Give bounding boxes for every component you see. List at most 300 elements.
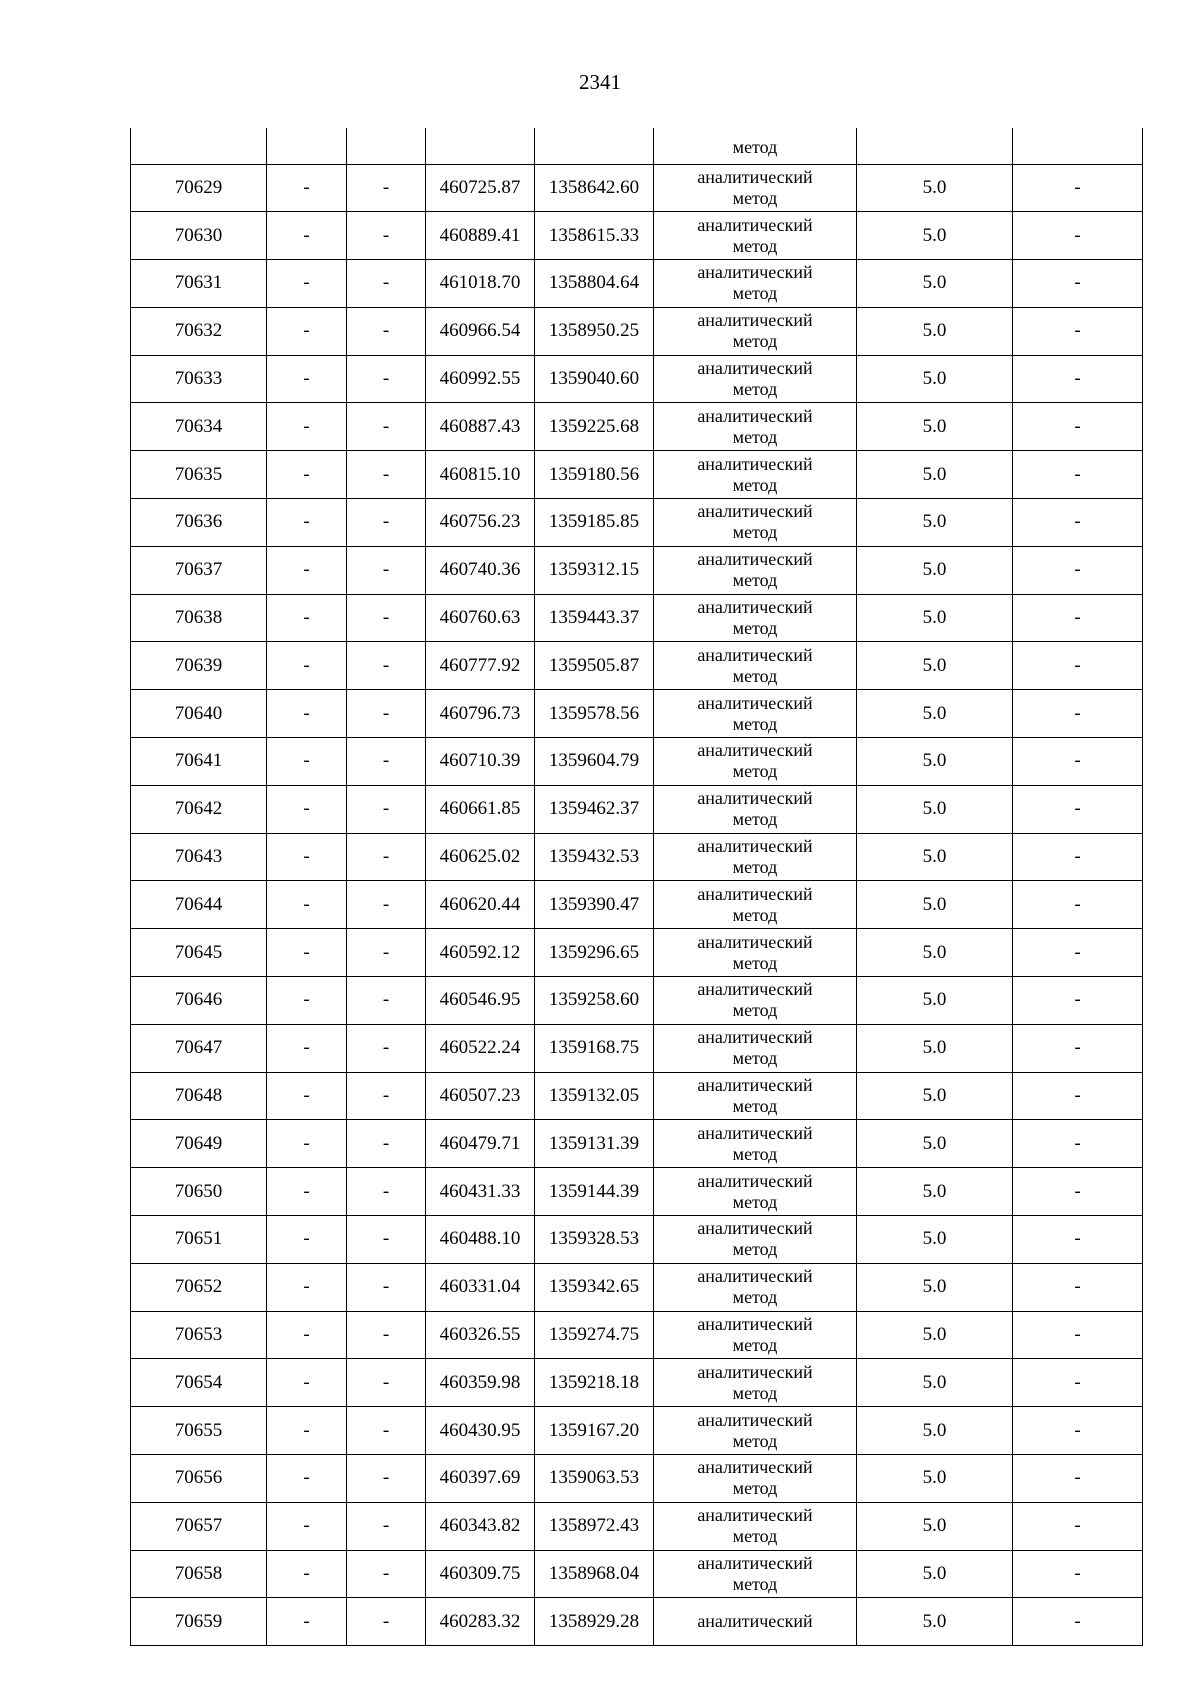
cell-accuracy: 5.0 [857,212,1013,260]
cell-y: 1359390.47 [535,881,654,929]
method-line1: аналитический [697,692,813,713]
cell-y: 1358615.33 [535,212,654,260]
cell-y: 1359168.75 [535,1024,654,1072]
table-row [131,594,1143,642]
method-line2: метод [732,522,778,543]
cell-point-id: 70646 [131,977,267,1025]
cell-method [654,1263,857,1311]
cell-col3: - [347,690,426,738]
cell-accuracy: 5.0 [857,164,1013,212]
cell-point-id: 70635 [131,451,267,499]
cell-accuracy: 5.0 [857,1550,1013,1598]
cell-point-id: 70653 [131,1311,267,1359]
method-line1: аналитический [697,358,813,379]
cell-method [654,355,857,403]
method-line1: аналитический [697,453,813,474]
cell-x: 460710.39 [426,738,535,786]
cell-method [654,1311,857,1359]
cell-col2: - [267,451,347,499]
method-line1: аналитический [697,979,813,1000]
cell-col8: - [1013,1550,1143,1598]
cell-col2: - [267,929,347,977]
cell-col2: - [267,785,347,833]
cell-point-id: 70640 [131,690,267,738]
table-row [131,1072,1143,1120]
method-line2: метод [732,570,778,591]
cell-method [654,1455,857,1503]
cell-col2: - [267,1120,347,1168]
cell-col2: - [267,1550,347,1598]
cell-x: 460522.24 [426,1024,535,1072]
cell-y: 1359462.37 [535,785,654,833]
method-line2: метод [732,1430,778,1451]
cell-method [654,1359,857,1407]
table-row [131,785,1143,833]
cell-col3: - [347,1168,426,1216]
table-body [131,128,1143,1646]
cell-x: 460740.36 [426,546,535,594]
method-line2: метод [732,857,778,878]
cell-col3: - [347,1024,426,1072]
cell-method [654,594,857,642]
cell-point-id: 70630 [131,212,267,260]
cell-col3: - [347,1407,426,1455]
cell-accuracy: 5.0 [857,1359,1013,1407]
table-row [131,1455,1143,1503]
table-row [131,1550,1143,1598]
cell-method [654,929,857,977]
cell-accuracy: 5.0 [857,355,1013,403]
method-line1: аналитический [697,1075,813,1096]
cell-point-id: 70647 [131,1024,267,1072]
method-line2: метод [732,618,778,639]
cell-col2: - [267,260,347,308]
cell-accuracy: 5.0 [857,1263,1013,1311]
cell-col8: - [1013,1359,1143,1407]
cell-method [654,1072,857,1120]
method-line2: метод [732,761,778,782]
cell-col3: - [347,1311,426,1359]
cell-col8: - [1013,164,1143,212]
method-line2: метод [732,1382,778,1403]
cell-method [654,212,857,260]
cell-accuracy: 5.0 [857,833,1013,881]
cell-accuracy: 5.0 [857,594,1013,642]
cell-x: 460397.69 [426,1455,535,1503]
cell-method [654,738,857,786]
cell-col3: - [347,785,426,833]
cell-col8: - [1013,403,1143,451]
cell-accuracy: 5.0 [857,1311,1013,1359]
cell-col2: - [267,1598,347,1646]
method-line1: аналитический [697,931,813,952]
cell-accuracy: 5.0 [857,738,1013,786]
cell-x: 460343.82 [426,1502,535,1550]
cell-accuracy: 5.0 [857,403,1013,451]
cell-accuracy: 5.0 [857,1216,1013,1264]
cell-point-id: 70648 [131,1072,267,1120]
table-row [131,1168,1143,1216]
cell-col2: - [267,164,347,212]
method-line1: аналитический [697,1553,813,1573]
cell-accuracy: 5.0 [857,785,1013,833]
cell-col2: - [267,833,347,881]
method-line1: аналитический [697,740,813,761]
cell-col2: - [267,1024,347,1072]
method-line1: аналитический [697,597,813,618]
cell-point-id: 70634 [131,403,267,451]
table-row [131,690,1143,738]
cell-col2: - [267,594,347,642]
cell-col2: - [267,1502,347,1550]
cell-col2: - [267,738,347,786]
cell-col2: - [267,1455,347,1503]
method-line1: аналитический [697,1505,813,1526]
cell-y: 1359328.53 [535,1216,654,1264]
cell-point-id: 70651 [131,1216,267,1264]
method-line2: метод [732,1478,778,1499]
cell-col3: - [347,260,426,308]
cell-x: 460488.10 [426,1216,535,1264]
cell-col2: - [267,403,347,451]
cell-accuracy: 5.0 [857,260,1013,308]
cell-col8: - [1013,690,1143,738]
table-row [131,833,1143,881]
cell-accuracy: 5.0 [857,977,1013,1025]
coordinates-table [130,128,1143,1646]
cell-method [654,642,857,690]
table-row [131,307,1143,355]
cell-accuracy: 5.0 [857,929,1013,977]
cell-x: 460283.32 [426,1598,535,1646]
cell-y: 1359144.39 [535,1168,654,1216]
cell-accuracy: 5.0 [857,451,1013,499]
cell-col3: - [347,546,426,594]
cell-col8: - [1013,212,1143,260]
cell-x: 460431.33 [426,1168,535,1216]
table-row [131,977,1143,1025]
cell-point-id: 70652 [131,1263,267,1311]
cell-y: 1358972.43 [535,1502,654,1550]
method-line2: метод [732,331,778,352]
method-line1: аналитический [697,883,813,904]
cell-col3: - [347,499,426,547]
method-line1: аналитический [697,1314,813,1335]
cell-x: 460796.73 [426,690,535,738]
cell-point-id: 70632 [131,307,267,355]
method-line2: метод [732,904,778,925]
cell-y: 1359258.60 [535,977,654,1025]
table-row [131,1359,1143,1407]
cell-point-id: 70657 [131,1502,267,1550]
cell-y: 1359274.75 [535,1311,654,1359]
cell-x [426,128,535,164]
cell-x: 460661.85 [426,785,535,833]
cell-col2: - [267,977,347,1025]
cell-method [654,1502,857,1550]
cell-col3: - [347,403,426,451]
table-row [131,929,1143,977]
cell-col8: - [1013,546,1143,594]
cell-col8: - [1013,881,1143,929]
cell-col8: - [1013,1598,1143,1646]
cell-col8: - [1013,1024,1143,1072]
cell-col3 [347,128,426,164]
cell-y: 1359180.56 [535,451,654,499]
cell-col8: - [1013,738,1143,786]
cell-point-id: 70633 [131,355,267,403]
cell-point-id: 70650 [131,1168,267,1216]
cell-y: 1359132.05 [535,1072,654,1120]
method-line2: метод [732,713,778,734]
method-line1: аналитический [697,549,813,570]
cell-col8: - [1013,307,1143,355]
table-row [131,1216,1143,1264]
table-row [131,1598,1143,1646]
page-number: 2341 [579,70,621,94]
cell-accuracy: 5.0 [857,1502,1013,1550]
cell-col8: - [1013,833,1143,881]
cell-point-id: 70642 [131,785,267,833]
table-row [131,546,1143,594]
cell-col8: - [1013,977,1143,1025]
cell-x: 460992.55 [426,355,535,403]
cell-accuracy: 5.0 [857,1024,1013,1072]
cell-method [654,1550,857,1598]
cell-col3: - [347,1359,426,1407]
cell-point-id: 70658 [131,1550,267,1598]
cell-point-id: 70631 [131,260,267,308]
cell-col2: - [267,1072,347,1120]
cell-col2: - [267,690,347,738]
cell-method [654,260,857,308]
method-line1: аналитический [697,1361,813,1382]
method-line2: метод [732,1143,778,1164]
method-line2: метод [732,952,778,973]
method-line2: метод [732,379,778,400]
cell-y: 1359312.15 [535,546,654,594]
cell-col2: - [267,307,347,355]
cell-point-id: 70645 [131,929,267,977]
cell-col3: - [347,355,426,403]
cell-method [654,307,857,355]
cell-y: 1359505.87 [535,642,654,690]
table-row [131,881,1143,929]
method-line1: аналитический [697,836,813,857]
cell-point-id: 70636 [131,499,267,547]
cell-x: 461018.70 [426,260,535,308]
cell-col8: - [1013,929,1143,977]
method-line2: метод [732,283,778,304]
cell-col8: - [1013,355,1143,403]
cell-x: 460309.75 [426,1550,535,1598]
cell-col3: - [347,1263,426,1311]
cell-x: 460889.41 [426,212,535,260]
cell-y: 1359604.79 [535,738,654,786]
cell-y: 1359040.60 [535,355,654,403]
cell-method [654,1598,857,1646]
cell-point-id [131,128,267,164]
cell-col2: - [267,1311,347,1359]
cell-accuracy [857,128,1013,164]
method-line1: аналитический [697,262,813,283]
cell-col3: - [347,307,426,355]
cell-col8: - [1013,260,1143,308]
cell-col3: - [347,212,426,260]
cell-accuracy: 5.0 [857,307,1013,355]
cell-col8: - [1013,1072,1143,1120]
method-line1: аналитический [697,405,813,426]
cell-x: 460625.02 [426,833,535,881]
cell-point-id: 70659 [131,1598,267,1646]
cell-col2: - [267,642,347,690]
table-row [131,1311,1143,1359]
cell-col3: - [347,833,426,881]
cell-method [654,785,857,833]
cell-x: 460777.92 [426,642,535,690]
cell-point-id: 70654 [131,1359,267,1407]
cell-col2: - [267,1216,347,1264]
cell-col8: - [1013,1407,1143,1455]
cell-col8: - [1013,1455,1143,1503]
cell-method [654,164,857,212]
cell-y: 1359342.65 [535,1263,654,1311]
cell-col2: - [267,1359,347,1407]
cell-col2: - [267,1263,347,1311]
cell-col3: - [347,929,426,977]
method-line1: аналитический [697,310,813,331]
method-line1: аналитический [697,1027,813,1048]
cell-x: 460546.95 [426,977,535,1025]
cell-y: 1359225.68 [535,403,654,451]
cell-accuracy: 5.0 [857,1598,1013,1646]
method-line1: аналитический [697,501,813,522]
cell-y: 1359063.53 [535,1455,654,1503]
cell-col2: - [267,546,347,594]
cell-y: 1358950.25 [535,307,654,355]
cell-point-id: 70655 [131,1407,267,1455]
cell-accuracy: 5.0 [857,546,1013,594]
table-row [131,738,1143,786]
cell-accuracy: 5.0 [857,1407,1013,1455]
cell-x: 460507.23 [426,1072,535,1120]
cell-col2: - [267,499,347,547]
cell-x: 460359.98 [426,1359,535,1407]
cell-col8: - [1013,1311,1143,1359]
cell-method [654,690,857,738]
cell-x: 460966.54 [426,307,535,355]
cell-method [654,833,857,881]
table-row [131,164,1143,212]
cell-method [654,1168,857,1216]
cell-x: 460592.12 [426,929,535,977]
cell-method [654,128,857,164]
table-row [131,212,1143,260]
method-line1: аналитический [697,1218,813,1239]
cell-method [654,1024,857,1072]
cell-col2 [267,128,347,164]
table-row [131,1024,1143,1072]
cell-y: 1358968.04 [535,1550,654,1598]
cell-x: 460725.87 [426,164,535,212]
cell-x: 460430.95 [426,1407,535,1455]
method-line2: метод [732,1191,778,1212]
cell-col3: - [347,594,426,642]
method-line2: метод [732,1574,778,1594]
table-row [131,642,1143,690]
cell-col2: - [267,1407,347,1455]
cell-col8: - [1013,1502,1143,1550]
table-row [131,1502,1143,1550]
cell-accuracy: 5.0 [857,1120,1013,1168]
cell-col3: - [347,977,426,1025]
method-line2: метод [732,187,778,208]
cell-col3: - [347,1120,426,1168]
cell-col8: - [1013,1168,1143,1216]
cell-col8: - [1013,1216,1143,1264]
cell-accuracy: 5.0 [857,1168,1013,1216]
cell-method [654,977,857,1025]
cell-col8: - [1013,499,1143,547]
cell-col8: - [1013,451,1143,499]
cell-accuracy: 5.0 [857,642,1013,690]
method-line2: метод [732,137,778,158]
cell-accuracy: 5.0 [857,499,1013,547]
cell-col3: - [347,1550,426,1598]
cell-col8: - [1013,594,1143,642]
cell-col3: - [347,1598,426,1646]
method-line2: метод [732,235,778,256]
cell-point-id: 70643 [131,833,267,881]
table-row [131,355,1143,403]
method-line2: метод [732,1335,778,1356]
method-line2: метод [732,1239,778,1260]
cell-y: 1358929.28 [535,1598,654,1646]
method-line1: аналитический [697,166,813,187]
method-line1: аналитический [697,1409,813,1430]
table-row [131,1120,1143,1168]
method-line1: аналитический [697,1611,813,1632]
method-line1: аналитический [697,214,813,235]
cell-x: 460331.04 [426,1263,535,1311]
method-line1: аналитический [697,1170,813,1191]
cell-col8 [1013,128,1143,164]
cell-x: 460815.10 [426,451,535,499]
cell-method [654,881,857,929]
method-line2: метод [732,1287,778,1308]
cell-x: 460887.43 [426,403,535,451]
cell-x: 460326.55 [426,1311,535,1359]
cell-x: 460760.63 [426,594,535,642]
cell-point-id: 70641 [131,738,267,786]
cell-point-id: 70629 [131,164,267,212]
method-line2: метод [732,474,778,495]
method-line1: аналитический [697,1266,813,1287]
cell-col3: - [347,1455,426,1503]
cell-accuracy: 5.0 [857,1455,1013,1503]
cell-y: 1359131.39 [535,1120,654,1168]
method-line1: аналитический [697,1457,813,1478]
cell-y: 1358804.64 [535,260,654,308]
cell-accuracy: 5.0 [857,1072,1013,1120]
method-line2: метод [732,1526,778,1547]
cell-y: 1359296.65 [535,929,654,977]
cell-accuracy: 5.0 [857,881,1013,929]
cell-point-id: 70656 [131,1455,267,1503]
cell-col3: - [347,451,426,499]
cell-method [654,499,857,547]
cell-x: 460756.23 [426,499,535,547]
